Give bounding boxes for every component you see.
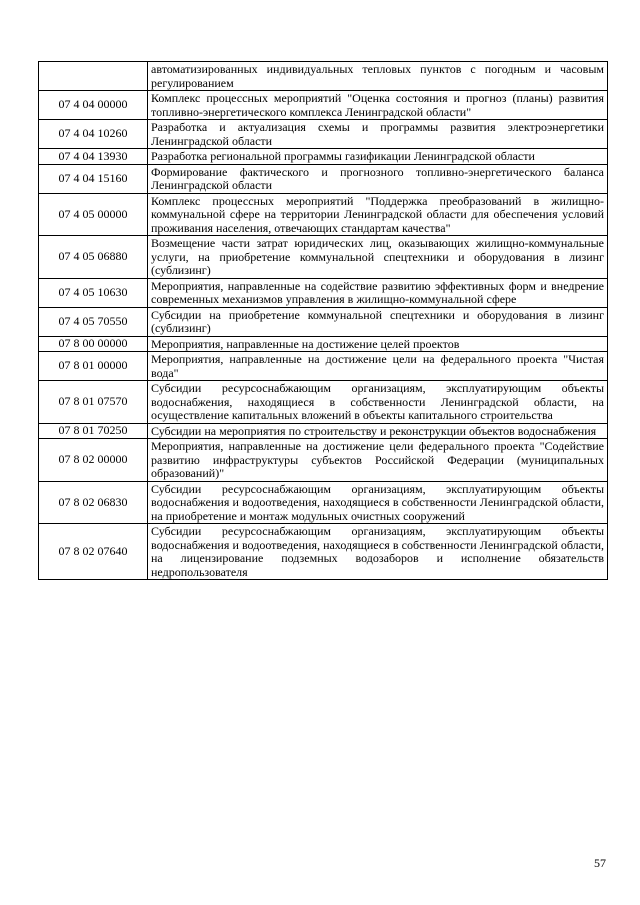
row-code: 07 8 02 07640 [39, 524, 148, 580]
table-body [39, 62, 608, 580]
row-code [39, 62, 148, 91]
table-row [39, 149, 608, 165]
table-row [39, 381, 608, 424]
row-description: Мероприятия, направленные на содействие развитию эффективных форм и внедрение современных механизмов управления в жилищно-коммунальной сфере [148, 278, 608, 307]
row-description: автоматизированных индивидуальных тепловых пунктов с погодным и часовым регулированием [148, 62, 608, 91]
row-code: 07 8 01 00000 [39, 352, 148, 381]
row-code: 07 4 05 70550 [39, 307, 148, 336]
table-row [39, 307, 608, 336]
row-code: 07 8 01 07570 [39, 381, 148, 424]
table-row [39, 423, 608, 439]
row-description: Субсидии на мероприятия по строительству и реконструкции объектов водоснабжения [148, 423, 608, 439]
table-row [39, 62, 608, 91]
table-row [39, 91, 608, 120]
row-code: 07 4 04 13930 [39, 149, 148, 165]
table-row [39, 164, 608, 193]
table-row [39, 336, 608, 352]
table-row [39, 193, 608, 236]
row-code: 07 8 02 06830 [39, 481, 148, 524]
row-description: Субсидии ресурсоснабжающим организациям, эксплуатирующим объекты водоснабжения и водоотведения, находящиеся в собственности Ленинградской области, на приобретение и монтаж модульных очистных сооружений [148, 481, 608, 524]
page-number: 57 [594, 856, 606, 870]
table-row [39, 278, 608, 307]
row-code: 07 8 00 00000 [39, 336, 148, 352]
row-description: Комплекс процессных мероприятий "Оценка состояния и прогноз (планы) развития топливно-энергетического комплекса Ленинградской области" [148, 91, 608, 120]
row-description: Мероприятия, направленные на достижение цели на федерального проекта "Чистая вода" [148, 352, 608, 381]
row-code: 07 4 04 15160 [39, 164, 148, 193]
row-description: Формирование фактического и прогнозного топливно-энергетического баланса Ленинградской области [148, 164, 608, 193]
row-code: 07 8 02 00000 [39, 439, 148, 482]
row-description: Субсидии на приобретение коммунальной спецтехники и оборудования в лизинг (сублизинг) [148, 307, 608, 336]
row-description: Мероприятия, направленные на достижение цели федерального проекта "Содействие развитию инфраструктуры субъектов Российской Федерации (муниципальных образований)" [148, 439, 608, 482]
row-description: Возмещение части затрат юридических лиц, оказывающих жилищно-коммунальные услуги, на приобретение коммунальной спецтехники и оборудования в лизинг (сублизинг) [148, 236, 608, 279]
row-description: Разработка и актуализация схемы и программы развития электроэнергетики Ленинградской области [148, 120, 608, 149]
row-description: Мероприятия, направленные на достижение целей проектов [148, 336, 608, 352]
row-code: 07 4 05 10630 [39, 278, 148, 307]
table-row [39, 524, 608, 580]
row-code: 07 8 01 70250 [39, 423, 148, 439]
table-row [39, 481, 608, 524]
row-code: 07 4 05 06880 [39, 236, 148, 279]
table-row [39, 236, 608, 279]
table-row [39, 352, 608, 381]
row-description: Субсидии ресурсоснабжающим организациям, эксплуатирующим объекты водоснабжения, находящиеся в собственности Ленинградской области, на осуществление капитальных вложений в объекты капитального строительства [148, 381, 608, 424]
row-description: Комплекс процессных мероприятий "Поддержка преобразований в жилищно-коммунальной сфере на территории Ленинградской области для обеспечения условий проживания населения, отвечающих стандартам качества" [148, 193, 608, 236]
budget-classification-table [38, 61, 608, 580]
row-code: 07 4 04 10260 [39, 120, 148, 149]
row-code: 07 4 05 00000 [39, 193, 148, 236]
table-row [39, 439, 608, 482]
row-description: Разработка региональной программы газификации Ленинградской области [148, 149, 608, 165]
row-description: Субсидии ресурсоснабжающим организациям, эксплуатирующим объекты водоснабжения и водоотведения, находящиеся в собственности Ленинградской области, на лицензирование подземных водозаборов и исполнение обязательств недропользователя [148, 524, 608, 580]
row-code: 07 4 04 00000 [39, 91, 148, 120]
table-row [39, 120, 608, 149]
